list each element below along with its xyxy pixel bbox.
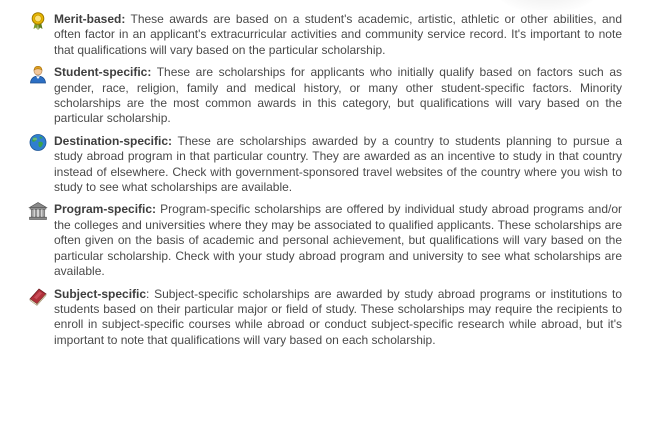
entry-term: Subject-specific [54,286,147,301]
entry-description: : Subject-specific scholarships are awarded by study abroad programs or institutions to students based on their particular major or field of study. These scholarships may require the recipients to enroll in subject-specific courses while abroad or conduct subject-specific research while abroad, but it's important to note that qualifications will vary based on each scholarship. [54,286,622,347]
entry-subject-specific [28,287,622,349]
entry-term: Merit-based: [54,12,126,26]
entry-program-specific [28,202,622,279]
entry-description: These are scholarships awarded by a country to students planning to pursue a study abroad program in that particular country. They are awarded as an incentive to study in that country instead of elsewhere. Check with government-sponsored travel websites of the country where you wish to study to see what scholarships are available. [54,133,622,195]
globe-icon [28,133,48,153]
top-decoration [487,0,607,10]
entry-description: These awards are based on a student's academic, artistic, athletic or other abilities, and often factor in an applicant's extracurricular activities and community service record. It's important to note that qualifications will vary based on the particular scholarship. [54,12,622,57]
entry-term: Program-specific: [54,202,157,217]
medal-icon [28,11,48,31]
entry-description: These are scholarships for applicants who initially qualify based on factors such as gender, race, religion, family and medical history, or many other student-specific factors. Minority scholarships are the most common awards in this category, but qualifications will vary based on the particular scholarship. [54,65,622,126]
book-icon [28,286,48,306]
entry-student-specific [28,65,622,127]
entry-destination-specific [28,134,622,196]
entry-description: Program-specific scholarships are offered by individual study abroad programs and/or the colleges and universities where they may be associated to qualified applicants. These scholarships are often given on the basis of academic and personal achievement, but qualifications will vary based on the particular scholarship. Check with your study abroad program and university to see what scholarships are available. [54,202,622,279]
institution-building-icon [28,201,48,221]
student-person-icon [28,64,48,84]
entry-merit-based [28,12,622,58]
entry-term: Destination-specific: [54,133,173,148]
entry-term: Student-specific: [54,65,152,80]
scholarship-types-list [28,12,622,355]
